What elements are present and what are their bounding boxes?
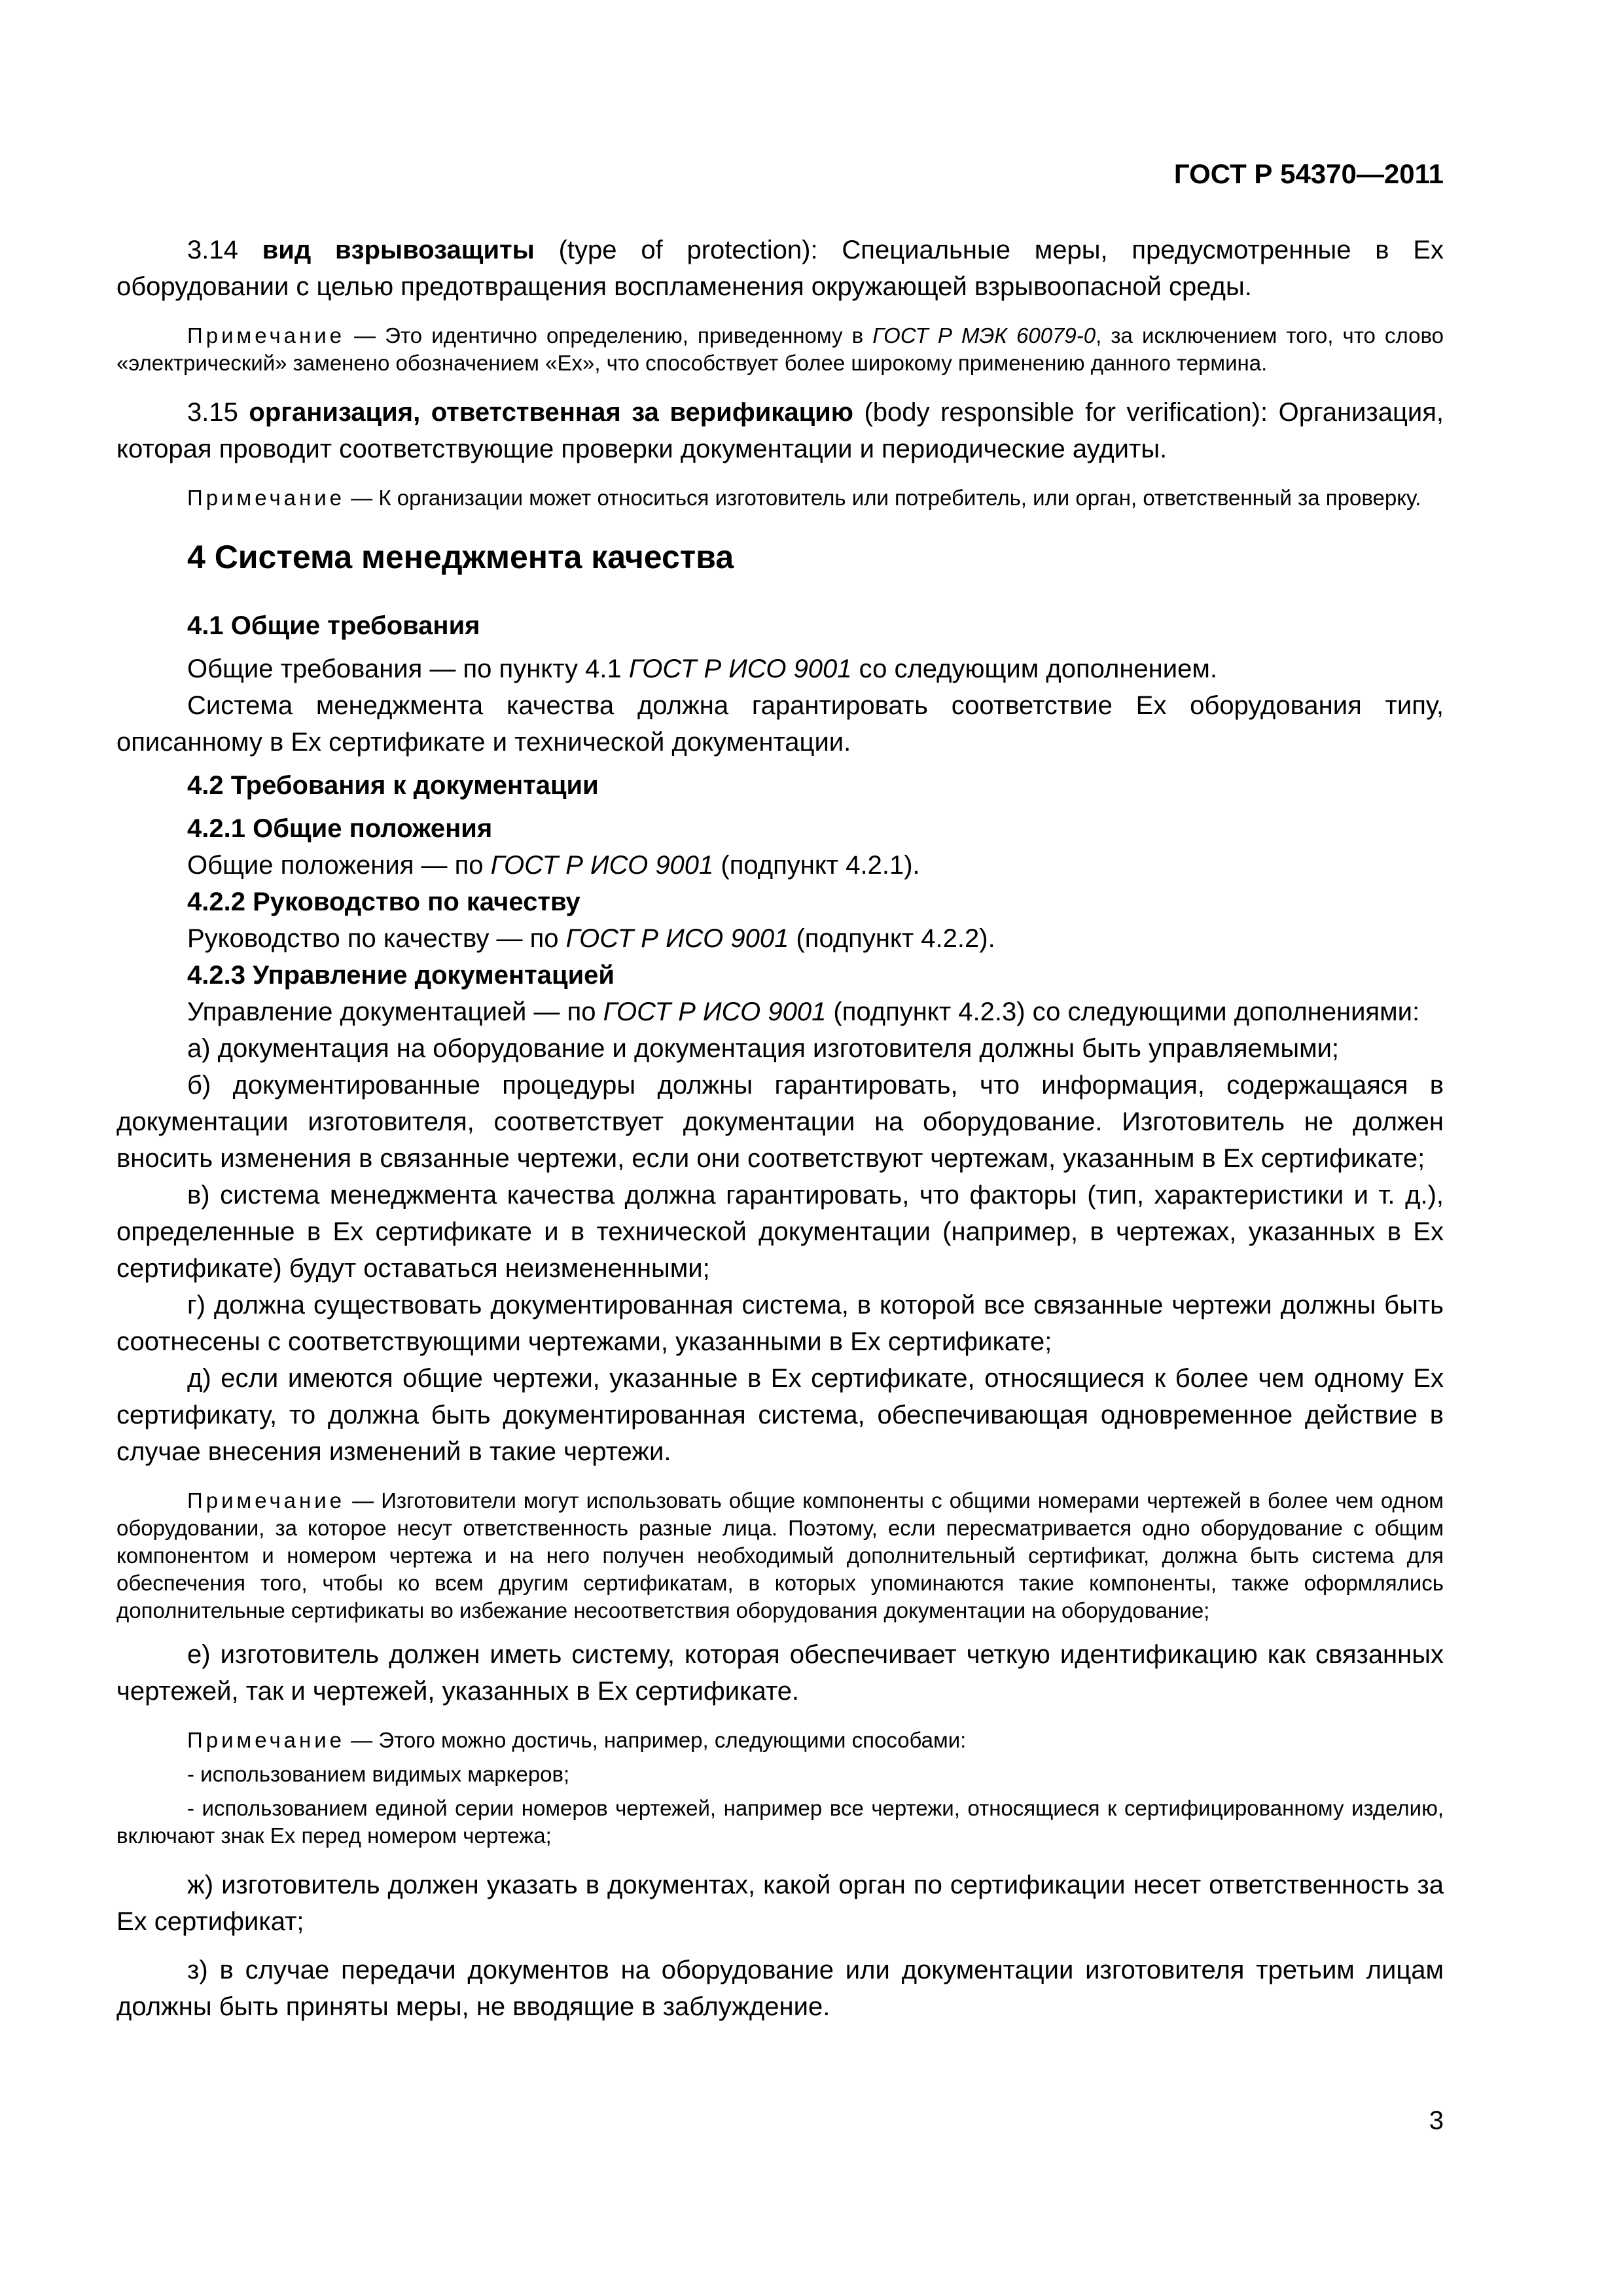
clause-3-15 [116,394,1444,467]
definition-text: (type of protection): Специальные меры, предусмотренные в Ex оборудовании с целью предотвращения воспламенения окружающей взрывоопасной среды. [116,236,1444,301]
subsection-4-2-2-heading: 4.2.2 Руководство по качеству [187,888,580,916]
subsection-4-1-heading: 4.1 Общие требования [187,611,480,640]
note-label: Примечание [187,323,346,348]
list-item-g: г) должна существовать документированная система, в которой все связанные чертежи должны быть соотнесены с соответствующими чертежами, указанными в Ех сертификате; [116,1291,1444,1356]
list-item-v: в) система менеджмента качества должна гарантировать, что факторы (тип, характеристики и т. д.), определенные в Ех сертификате и в технической документации (например, в чертежах, указанных в Ех сертификате) будут оставаться неизмененными; [116,1181,1444,1283]
standard-reference: ГОСТ Р ИСО 9001 [490,851,714,880]
list-item-a: а) документация на оборудование и документация изготовителя должны быть управляемыми; [187,1034,1340,1063]
paragraph: Система менеджмента качества должна гарантировать соответствие Ех оборудования типу, описанному в Ех сертификате и технической документации. [116,691,1444,757]
section-4-heading: 4 Система менеджмента качества [187,539,734,575]
list-item-e: е) изготовитель должен иметь систему, которая обеспечивает четкую идентификацию как связанных чертежей, так и чертежей, указанных в Ех сертификате. [116,1640,1444,1706]
document-page [116,0,1444,2296]
clause-number: 3.15 [187,398,249,427]
note-3: Примечание — Изготовители могут использовать общие компоненты с общими номерами чертежей в более чем одном оборудовании, за которое несут ответственность разные лица. Поэтому, если пересматривается одно оборудование с общим компонентом и номером чертежа и на него получен необходимый дополнительный сертификат, должна быть система для обеспечения того, чтобы ко всем другим сертификатам, в которых упоминаются такие компоненты, также оформлялись дополнительные сертификаты во избежание несоответствия оборудования документации на оборудование; [116,1488,1444,1623]
note-label: Примечание [187,1728,346,1752]
subsection-4-2-3-heading: 4.2.3 Управление документацией [187,961,615,990]
note-label: Примечание [187,486,346,510]
note-bullet: - использованием видимых маркеров; [187,1762,570,1786]
subsection-4-2-1-heading: 4.2.1 Общие положения [187,814,493,843]
paragraph: Общие положения — по ГОСТ Р ИСО 9001 (подпункт 4.2.1). [187,851,920,880]
clause-3-14 [116,232,1444,305]
standard-reference: ГОСТ Р МЭК 60079-0 [872,323,1096,348]
subsection-4-2-heading: 4.2 Требования к документации [187,771,599,800]
paragraph: Управление документацией — по ГОСТ Р ИСО 9001 (подпункт 4.2.3) со следующими дополнениями: [187,997,1420,1026]
page-number: 3 [1429,2106,1444,2135]
standard-reference: ГОСТ Р ИСО 9001 [628,655,852,683]
list-item-z: з) в случае передачи документов на оборудование или документации изготовителя третьим лицам должны быть приняты меры, не вводящие в заблуждение. [116,1956,1444,2021]
term: вид взрывозащиты [262,236,535,264]
note-2: Примечание — К организации может относиться изготовитель или потребитель, или орган, ответственный за проверку. [187,486,1421,510]
list-item-zh: ж) изготовитель должен указать в документах, какой орган по сертификации несет ответственность за Ех сертификат; [116,1871,1444,1936]
note-4: Примечание — Этого можно достичь, например, следующими способами: [187,1728,967,1752]
list-item-b: б) документированные процедуры должны гарантировать, что информация, содержащаяся в документации изготовителя, соответствует документации на оборудование. Изготовитель не должен вносить изменения в связанные чертежи, если они соответствуют чертежам, указанным в Ех сертификате; [116,1071,1444,1173]
standard-reference: ГОСТ Р ИСО 9001 [603,997,827,1026]
paragraph: Общие требования — по пункту 4.1 ГОСТ Р ИСО 9001 со следующим дополнением. [187,655,1217,683]
list-item-d: д) если имеются общие чертежи, указанные в Ех сертификате, относящиеся к более чем одному Ех сертификату, то должна быть документированная система, обеспечивающая одновременное действие в случае внесения изменений в такие чертежи. [116,1364,1444,1466]
clause-number: 3.14 [187,236,262,264]
document-header-id: ГОСТ Р 54370—2011 [1173,158,1444,189]
note-label: Примечание [187,1488,346,1513]
standard-reference: ГОСТ Р ИСО 9001 [565,924,789,953]
document-body [116,232,1444,2025]
definition-text: (body responsible for verification): Организация, которая проводит соответствующие проверки документации и периодические аудиты. [116,398,1444,463]
term: организация, ответственная за верификацию [249,398,853,427]
paragraph: Руководство по качеству — по ГОСТ Р ИСО 9001 (подпункт 4.2.2). [187,924,995,953]
note-bullet: - использованием единой серии номеров чертежей, например все чертежи, относящиеся к сертифицированному изделию, включают знак Ех перед номером чертежа; [116,1796,1444,1848]
note-1: Примечание — Это идентично определению, приведенному в ГОСТ Р МЭК 60079-0, за исключением того, что слово «электрический» заменено обозначением «Ех», что способствует более широкому применению данного термина. [116,323,1444,375]
